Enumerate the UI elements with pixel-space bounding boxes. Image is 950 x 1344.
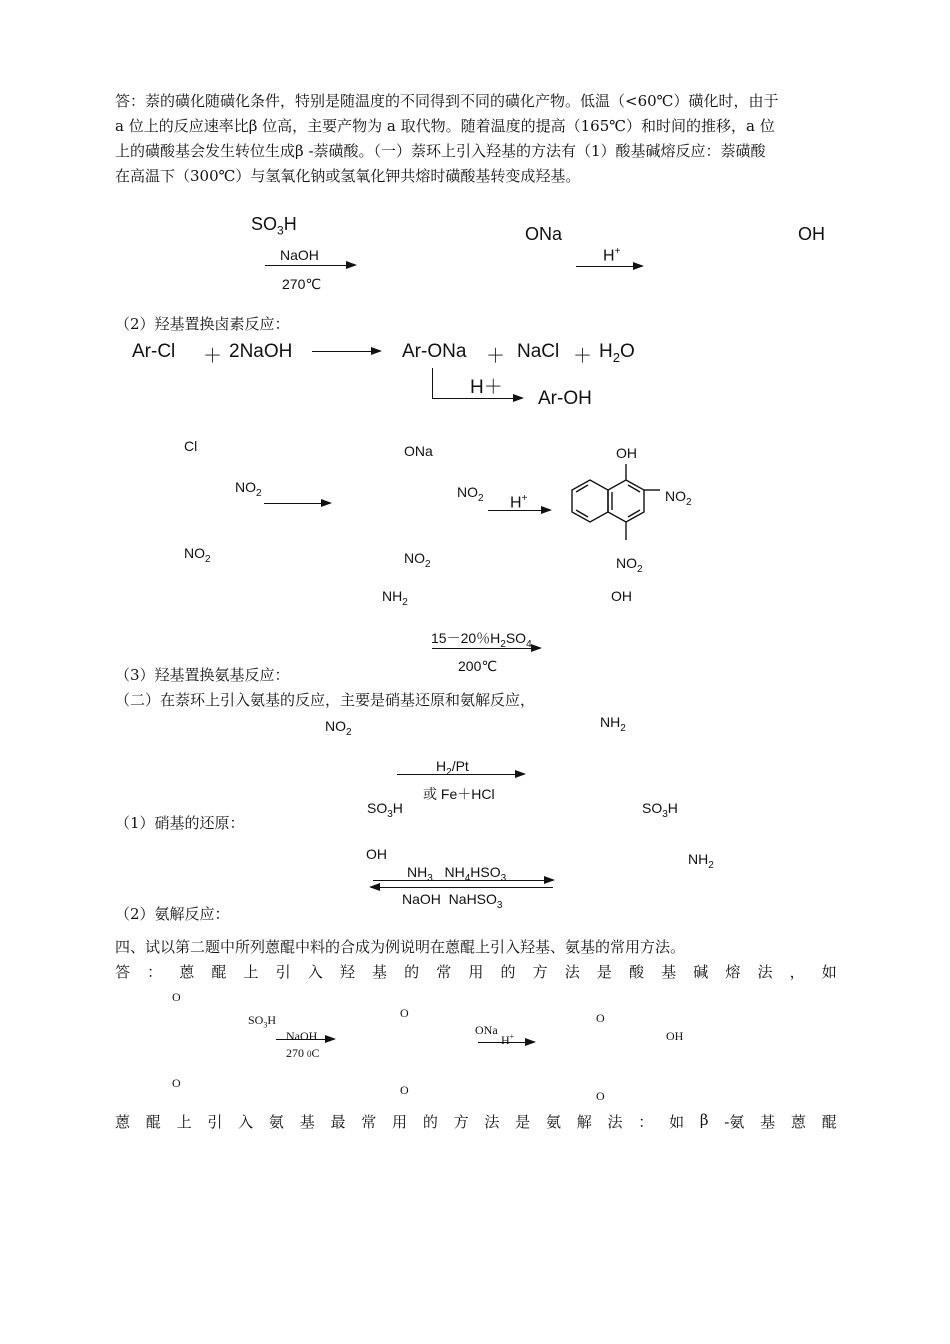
answer-char: 引 [275,963,291,981]
answer-char: 基 [372,963,388,981]
rxn2-aroh: Ar-OH [538,388,592,409]
rxn1-reactant-so3h: $SO_3H$ [251,214,297,238]
rxn6-oh: OH [366,846,387,862]
last-char: 法 [484,1113,500,1131]
last-char: 氨 [545,1113,561,1131]
last-char: 蒽 [790,1113,806,1131]
rxn3-ona: ONa [404,443,433,459]
rxn7-o-5: O [596,1011,605,1025]
rxn2-arona: Ar-ONa [402,341,467,362]
answer-char: 羟 [339,963,355,981]
rxn5-nh2: $NH_2$ [600,714,626,734]
last-char: β [699,1111,709,1129]
intro-line-4: 在高温下（300℃）与氢氧化钠或氢氧化钾共熔时磺酸基转变成羟基。 [115,167,581,185]
answer-char: 答 [115,963,131,981]
rxn7-hplus: H+ [501,1032,515,1047]
last-char: -氨 [724,1113,745,1131]
answer-char: 碱 [693,963,709,981]
last-char: 常 [361,1113,377,1131]
rxn5-no2: $NO_2$ [325,718,352,738]
last-char: 上 [176,1113,192,1131]
answer-char: 醌 [211,963,227,981]
last-char: ： [638,1113,654,1131]
last-char: 的 [422,1113,438,1131]
rxn7-arrow-2 [478,1042,534,1043]
rxn3-no2-c: $NO_2$ [457,484,484,504]
answer-char: 基 [661,963,677,981]
rxn7-so3h: $SO_3H$ [248,1013,277,1030]
rxn3-cl: Cl [184,438,198,454]
last-char: 基 [299,1113,315,1131]
rxn5-reagent-1: $H_2/Pt$ [436,758,469,778]
rxn3-no2-f: $NO_2$ [616,555,643,575]
last-char: 法 [607,1113,623,1131]
rxn6-arrow-forward [373,880,553,881]
rxn3-no2-b: $NO_2$ [184,545,211,565]
answer-char: 是 [596,963,612,981]
rxn1-temp: 270℃ [282,276,322,292]
last-char: 如 [669,1113,685,1131]
rxn3-no2-d: $NO_2$ [404,550,431,570]
intro-line-2: a 位上的反应速率比β 位高，主要产物为 a 取代物。随着温度的提高（165℃）和时间的推移，a 位 [115,117,775,135]
rxn2-h2o: $H_2O$ [599,341,635,365]
last-line [115,1111,837,1132]
intro-line-3: 上的磺酸基会发生转位生成β -萘磺酸。（一）萘环上引入羟基的方法有（1）酸基碱熔反应：萘磺酸 [115,142,766,160]
rxn2-naoh: 2NaOH [229,341,293,362]
answer-char: 常 [436,963,452,981]
answer-char: 的 [500,963,516,981]
rxn6-bottom-reagent: NaOH NaHSO$_3$ [402,891,503,911]
rxn2-plus-3: ＋ [573,346,593,367]
rxn7-oh: OH [666,1029,684,1043]
answer-char: 法 [757,963,773,981]
rxn7-o-4: O [400,1083,409,1097]
last-char: 引 [207,1113,223,1131]
answer-line [115,961,837,982]
section-b-title: （二）在萘环上引入氨基的反应，主要是硝基还原和氨解反应， [115,691,536,709]
last-char: 基 [760,1113,776,1131]
answer-char: 蒽 [179,963,195,981]
naphthalene-structure [548,460,668,560]
answer-char: ： [147,963,163,981]
rxn4-nh2: $NH_2$ [382,588,408,608]
rxn4-arrow [432,648,540,649]
rxn7-ona: ONa [475,1023,498,1037]
rxn7-o-2: O [172,1076,181,1090]
rxn3-no2-a: $NO_2$ [235,479,262,499]
rxn5-reagent-2: 或 Fe＋HCl [423,786,495,802]
rxn4-oh: OH [611,588,632,604]
last-char: 最 [330,1113,346,1131]
rxn7-o-6: O [596,1089,605,1103]
answer-char: 上 [243,963,259,981]
answer-char: 熔 [725,963,741,981]
rxn3-hplus: H+ [510,493,528,512]
last-char: 用 [392,1113,408,1131]
rxn2-plus-2: ＋ [486,346,506,367]
rxn1-acid: H+ [603,246,621,265]
answer-char: 的 [404,963,420,981]
rxn7-o-3: O [400,1006,409,1020]
rxn3-oh: OH [616,445,637,461]
rxn6-top-reagent: $NH_3$ $NH_4HSO_3$ [407,864,507,884]
rxn1-arrow-2 [576,266,642,267]
rxn2-hplus: H＋ [470,377,503,398]
last-char: 醌 [145,1113,161,1131]
section-3-title: （3）羟基置换氨基反应： [115,666,290,684]
section-2-title: （2）羟基置换卤素反应： [115,315,290,333]
last-char: 蒽 [115,1113,131,1131]
rxn2-plus-1: ＋ [203,346,223,367]
rxn1-reagent: NaOH [280,247,319,263]
rxn1-arrow-1 [265,265,355,266]
rxn4-temp: 200℃ [458,658,498,674]
rxn5-so3h-right: $SO_3H$ [642,800,678,820]
rxn3-arrow-2 [488,510,550,511]
rxn4-reagent: 15－20％$H_2SO_4$ [431,630,532,650]
answer-char: 法 [564,963,580,981]
rxn2-nacl: NaCl [517,341,560,362]
rxn3-arrow-1 [264,503,330,504]
rxn2-arcl: Ar-Cl [132,341,176,362]
answer-char: 入 [307,963,323,981]
answer-char: 用 [468,963,484,981]
rxn6-nh2: $NH_2$ [688,851,714,871]
rxn6-label: （2）氨解反应： [115,905,230,923]
last-char: 方 [453,1113,469,1131]
rxn3-no2-e: $NO_2$ [665,488,692,508]
rxn7-arrow-1 [276,1039,334,1040]
rxn6-arrow-backward [371,887,553,888]
answer-char: 方 [532,963,548,981]
intro-line-1: 答：萘的磺化随磺化条件，特别是随温度的不同得到不同的磺化产物。低温（<60℃）磺化时，由于 [115,92,779,110]
rxn1-intermediate: ONa [525,224,563,244]
rxn7-temp: 270 0C [286,1046,320,1060]
rxn2-arrow-1 [312,351,380,352]
answer-char: 如 [821,963,837,981]
last-char: 氨 [268,1113,284,1131]
question-4: 四、试以第二题中所列蒽醌中料的合成为例说明在蒽醌上引入羟基、氨基的常用方法。 [115,938,686,956]
last-char: 是 [515,1113,531,1131]
rxn7-o-1: O [172,990,181,1004]
answer-char: ， [789,963,805,981]
rxn2-branch-line [432,368,433,398]
last-char: 醌 [821,1113,837,1131]
rxn5-so3h-left: $SO_3H$ [367,800,403,820]
rxn7-naoh: NaOH [286,1029,318,1043]
rxn5-label: （1）硝基的还原： [115,814,245,832]
answer-char: 酸 [629,963,645,981]
last-char: 入 [238,1113,254,1131]
rxn5-arrow [397,774,524,775]
last-char: 解 [576,1113,592,1131]
rxn1-product: OH [798,224,825,244]
